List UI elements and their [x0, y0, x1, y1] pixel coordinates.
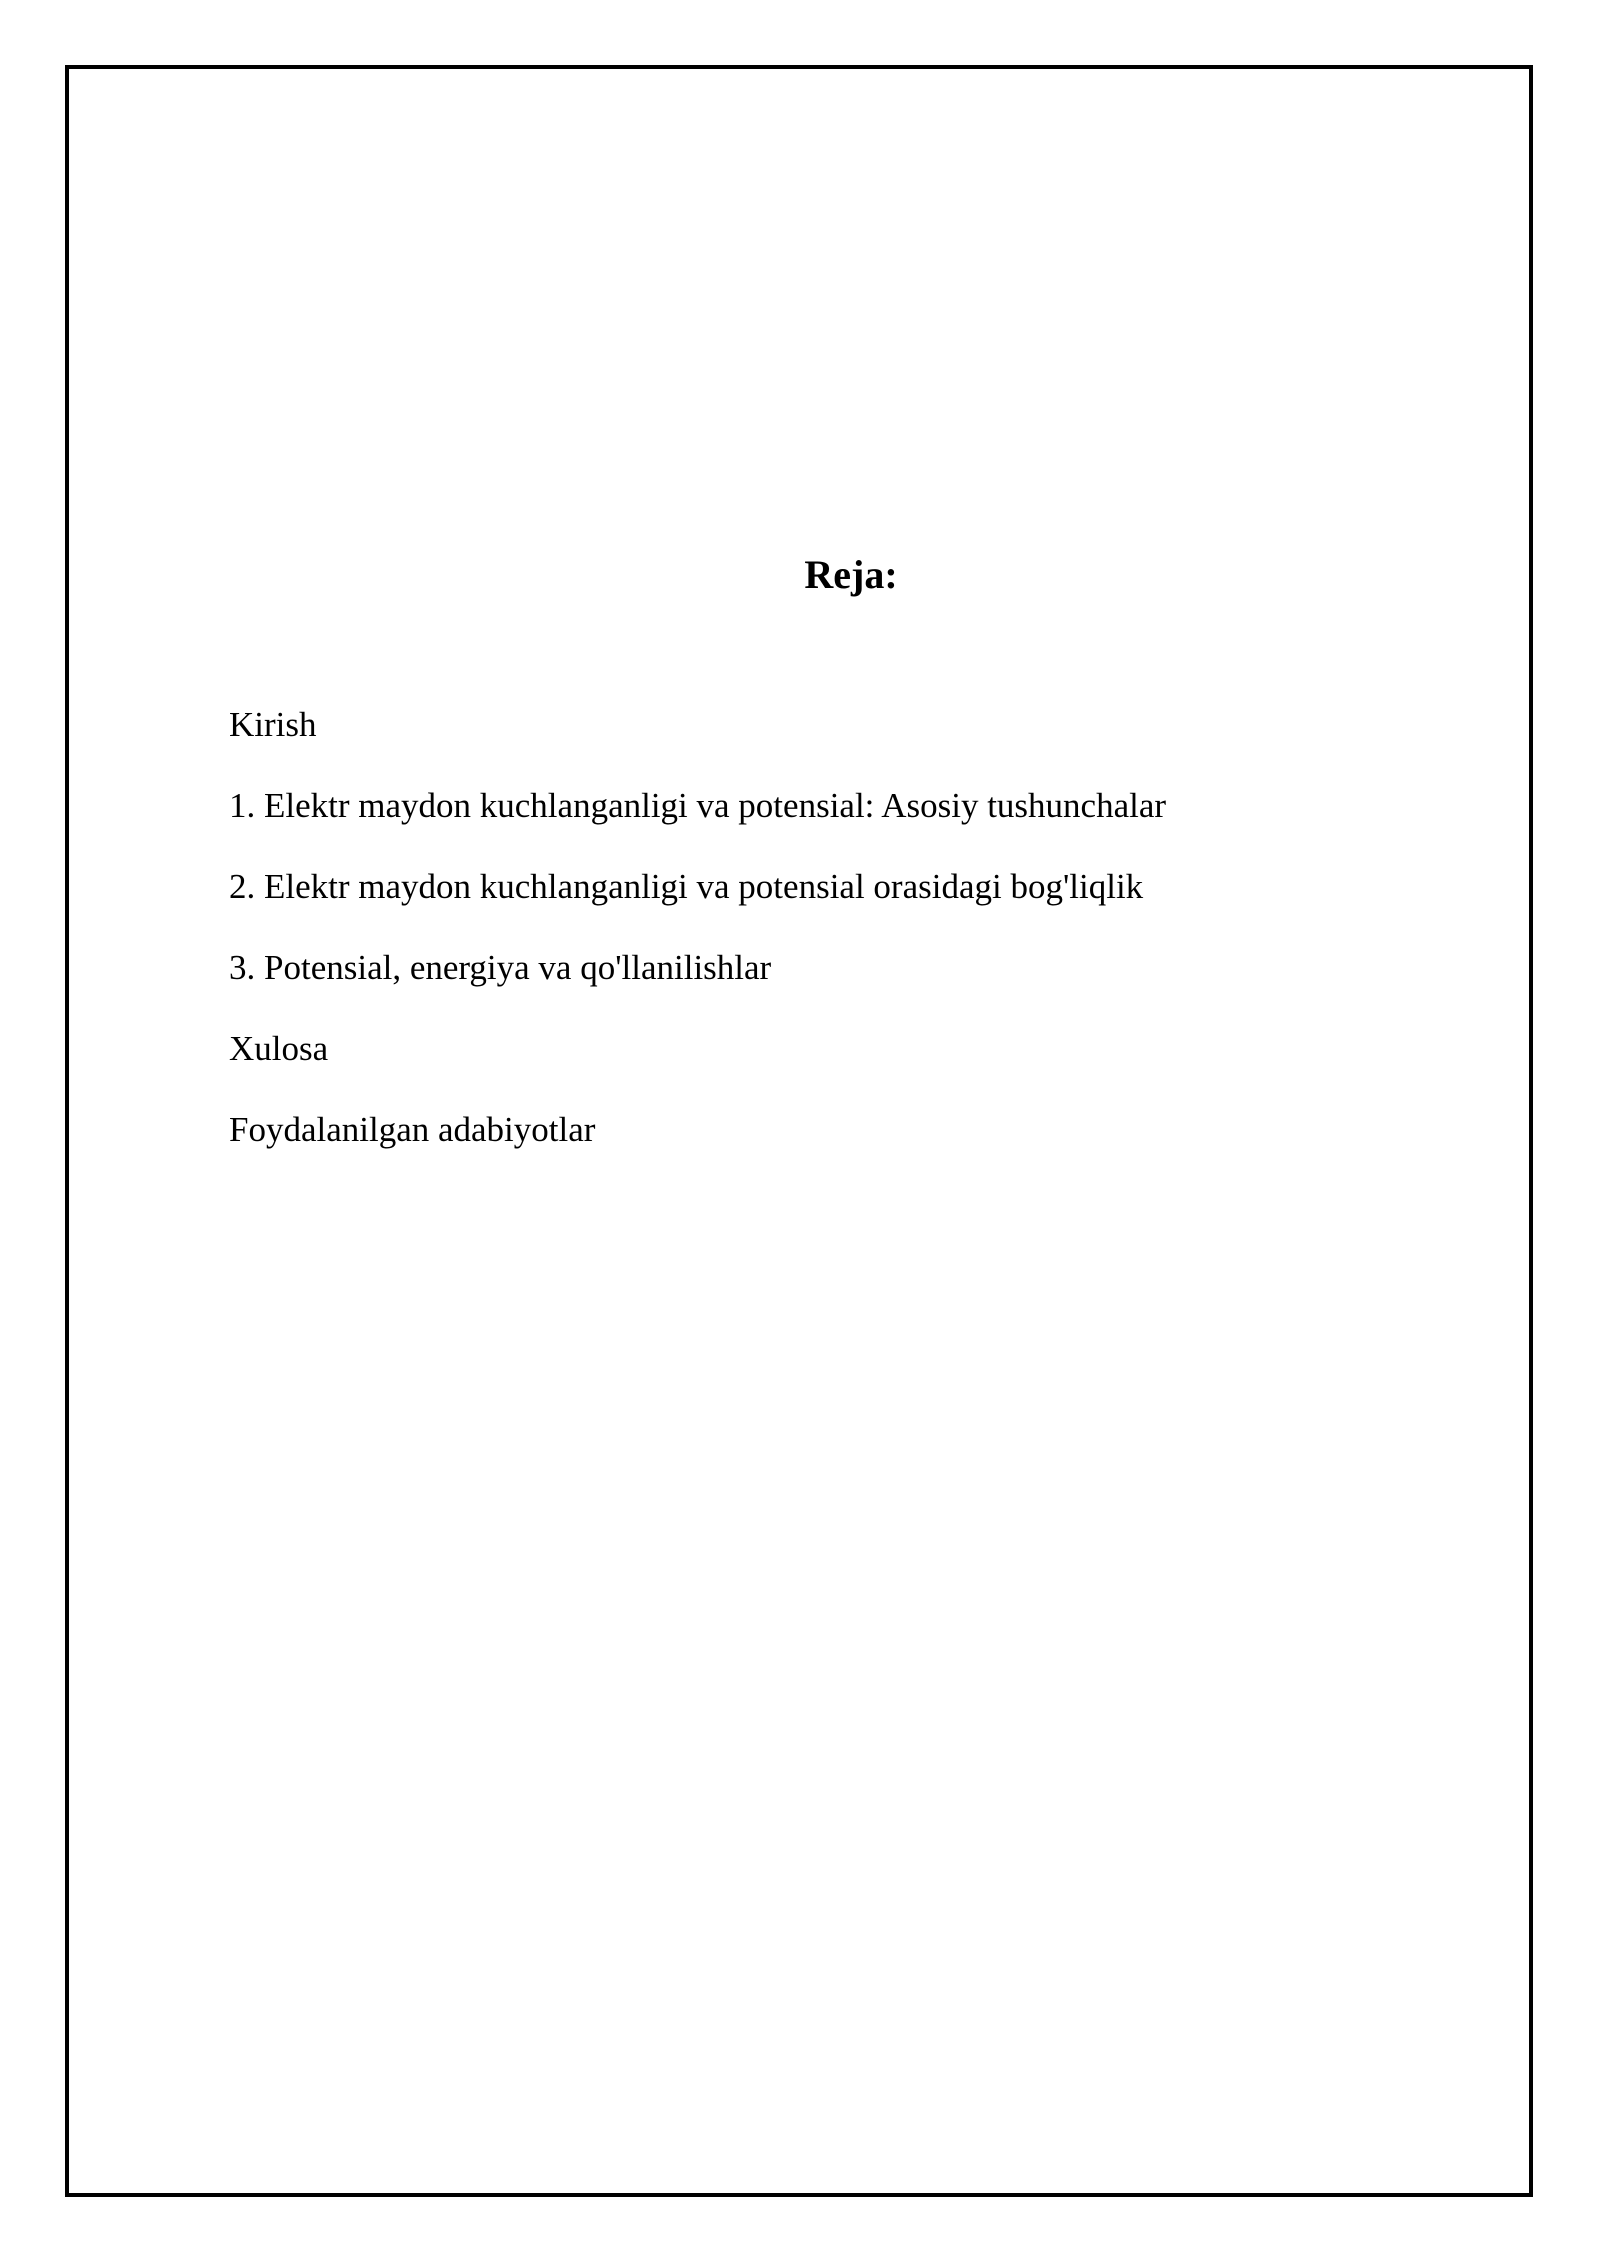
plan-list [229, 695, 1166, 1181]
page-title: Reja: [804, 552, 898, 597]
plan-item-3: 3. Potensial, energiya va qo'llanilishlar [229, 948, 772, 987]
plan-item-1: 1. Elektr maydon kuchlanganligi va potensial: Asosiy tushunchalar [229, 786, 1167, 825]
plan-item-2: 2. Elektr maydon kuchlanganligi va potensial orasidagi bog'liqlik [229, 867, 1144, 906]
plan-item-intro: Kirish [229, 705, 317, 744]
plan-item-references: Foydalanilgan adabiyotlar [229, 1110, 596, 1149]
plan-item-conclusion: Xulosa [229, 1029, 329, 1068]
